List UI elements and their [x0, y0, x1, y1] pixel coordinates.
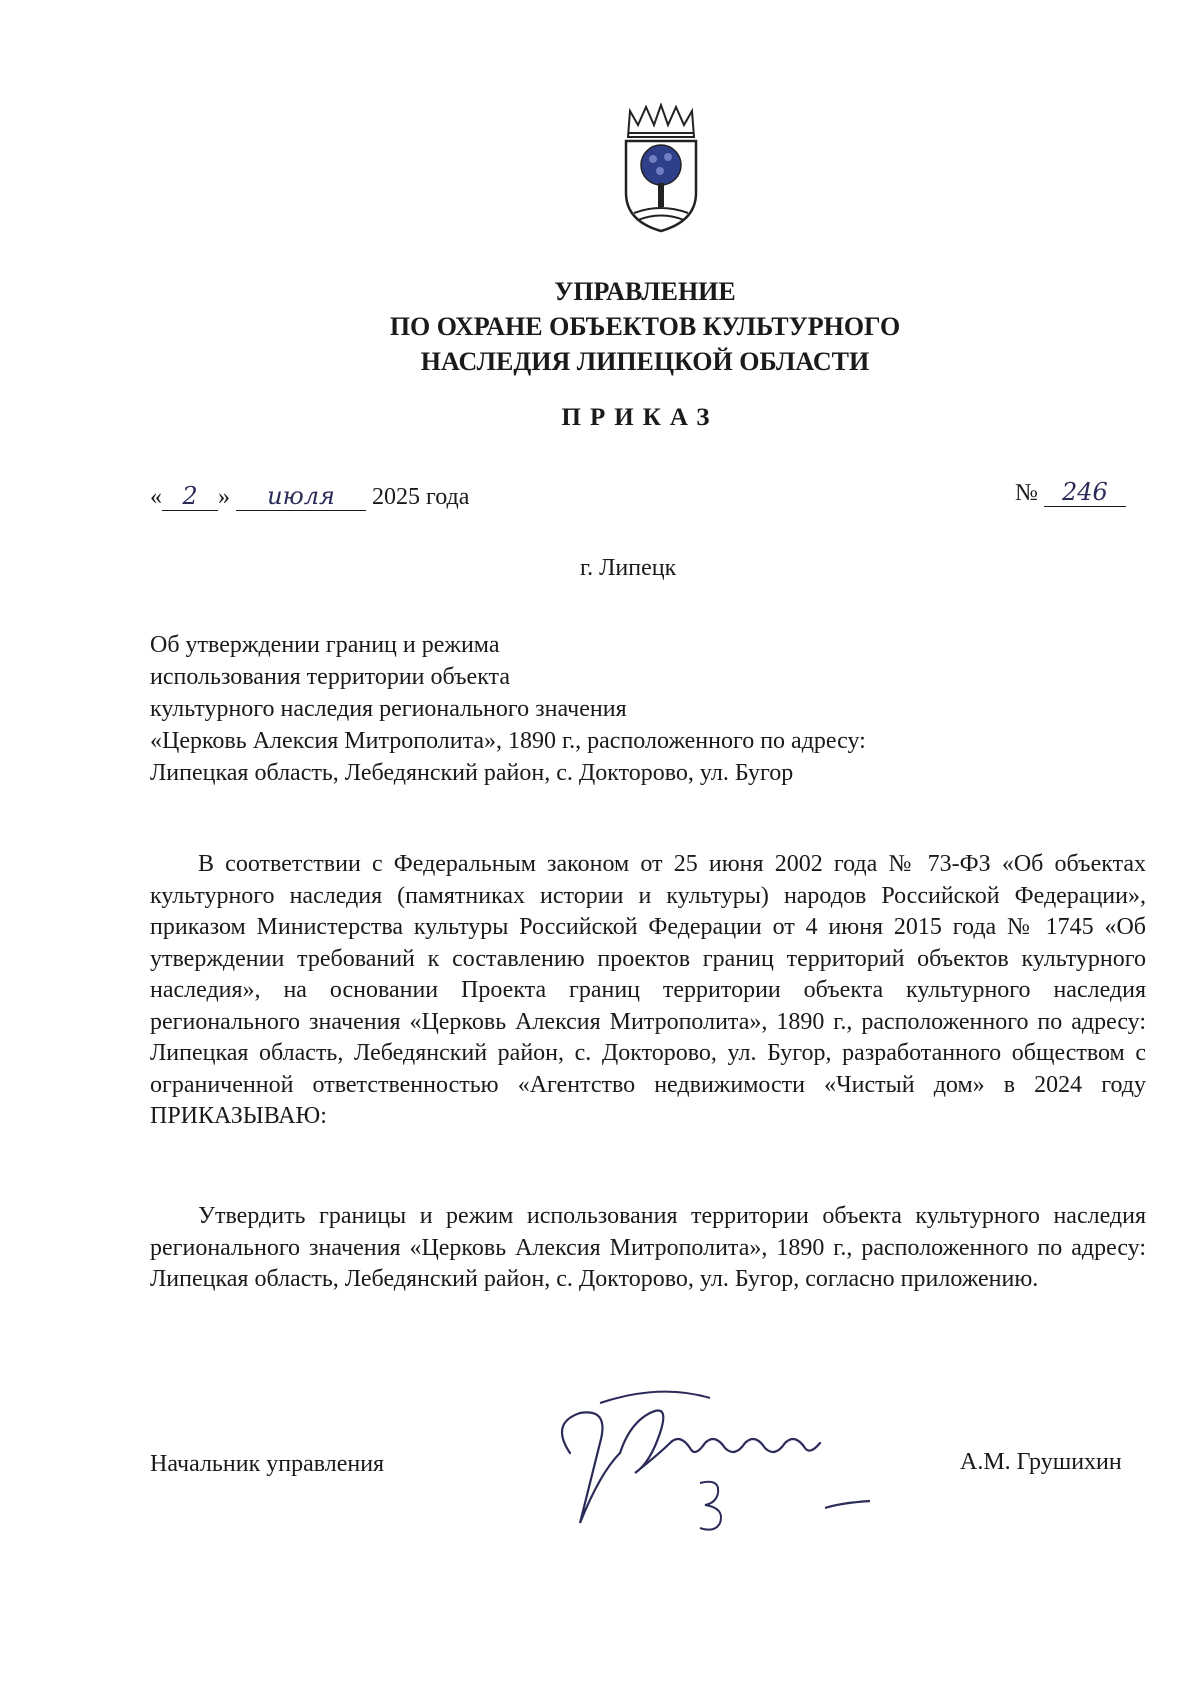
- issuing-authority: [340, 274, 950, 379]
- date-month: июля: [236, 482, 366, 511]
- order-subject: [150, 629, 1030, 789]
- signatory-position: Начальник управления: [150, 1451, 385, 1477]
- preamble-paragraph: В соответствии с Федеральным законом от 25 июня 2002 года № 73-ФЗ «Об объектах культурного наследия (памятниках истории и культуры) народов Российской Федерации», приказом Министерства культуры Российской Федерации от 4 июня 2015 года № 1745 «Об утверждении требований к составлению проектов границ территорий объектов культурного наследия», на основании Проекта границ территории объекта культурного наследия регионального значения «Церковь Алексия Митрополита», 1890 г., расположенного по адресу: Липецкая область, Лебедянский район, с. Докторово, ул. Бугор, разработанного обществом с ограниченной ответственностью «Агентство недвижимости «Чистый дом» в 2024 году ПРИКАЗЫВАЮ:: [150, 851, 1146, 1129]
- document-type-title: ПРИКАЗ: [561, 404, 719, 431]
- coat-of-arms-icon: [620, 103, 702, 238]
- authority-line-2: ПО ОХРАНЕ ОБЪЕКТОВ КУЛЬТУРНОГО: [389, 312, 901, 341]
- subject-line-3: культурного наследия регионального значения: [150, 696, 627, 722]
- handwritten-signature: [540, 1383, 940, 1543]
- order-number: [1015, 478, 1126, 507]
- order-date: [150, 482, 469, 511]
- subject-line-4: «Церковь Алексия Митрополита», 1890 г., расположенного по адресу:: [150, 728, 866, 754]
- date-day: 2: [162, 482, 218, 511]
- order-paragraph: Утвердить границы и режим использования территории объекта культурного наследия регионального значения «Церковь Алексия Митрополита», 1890 г., расположенного по адресу: Липецкая область, Лебедянский район, с. Докторово, ул. Бугор, согласно приложению.: [150, 1203, 1146, 1292]
- subject-line-2: использования территории объекта: [150, 664, 510, 690]
- date-close-quote: »: [218, 484, 230, 510]
- date-year: 2025 года: [372, 484, 470, 510]
- issue-city: г. Липецк: [580, 555, 677, 581]
- date-open-quote: «: [150, 484, 162, 510]
- authority-line-1: УПРАВЛЕНИЕ: [554, 277, 736, 306]
- authority-line-3: НАСЛЕДИЯ ЛИПЕЦКОЙ ОБЛАСТИ: [420, 347, 870, 376]
- subject-line-1: Об утверждении границ и режима: [150, 632, 500, 658]
- signatory-name: А.М. Грушихин: [960, 1449, 1122, 1475]
- number-value: 246: [1044, 478, 1126, 507]
- number-label: №: [1015, 480, 1038, 506]
- subject-line-5: Липецкая область, Лебедянский район, с. Докторово, ул. Бугор: [150, 760, 794, 786]
